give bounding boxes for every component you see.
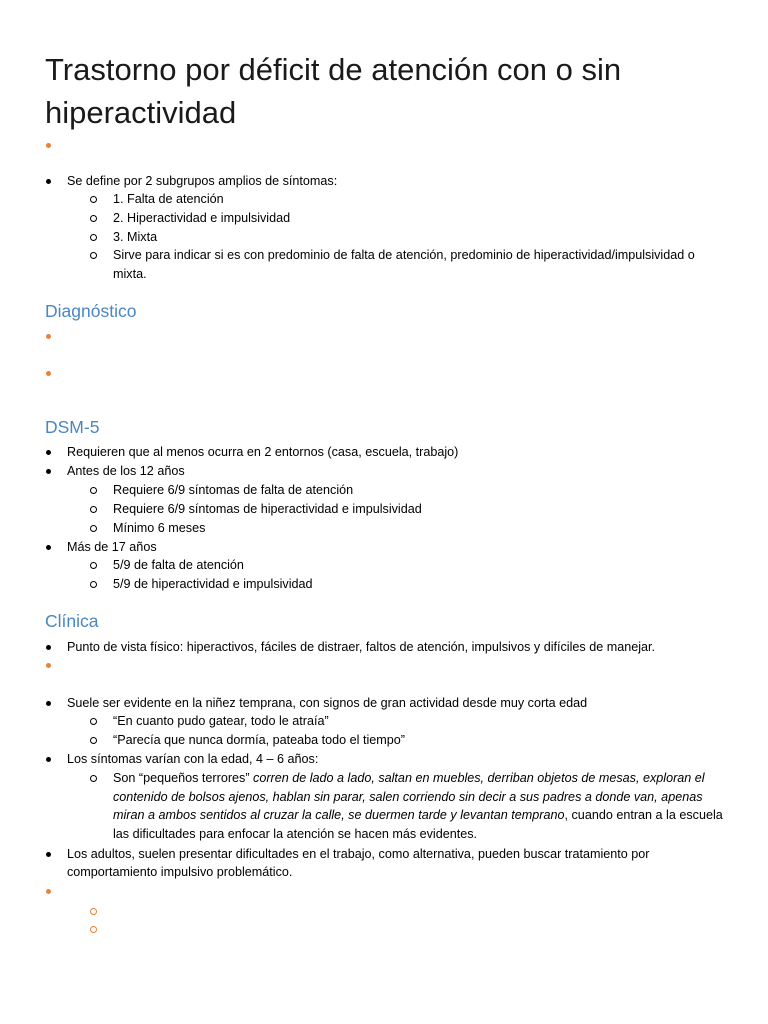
page-title-line1: Trastorno por déficit de atención con o sin [45,52,622,87]
orange-circle-bullet-icon [90,926,97,933]
page-title-line2: hiperactividad [45,95,237,130]
circle-bullet-icon [90,252,97,259]
bullet-icon [46,757,51,762]
orange-bullet-icon [46,663,51,668]
list-item-text: Requieren que al menos ocurra en 2 entornos (casa, escuela, trabajo) [67,445,459,459]
subitem-italic-text: contenido de bolsos ajenos, hablan sin parar, salen corriendo sin decir a sus padres a donde van, apenas [113,790,703,804]
list-subitem-continuation [113,788,703,806]
bullet-icon [46,179,51,184]
circle-bullet-icon [90,562,97,569]
circle-bullet-icon [90,215,97,222]
bullet-icon [46,450,51,455]
circle-bullet-icon [90,487,97,494]
circle-bullet-icon [90,737,97,744]
circle-bullet-icon [90,581,97,588]
circle-bullet-icon [90,506,97,513]
list-item-continuation: comportamiento impulsivo problemático. [67,865,293,879]
bullet-icon [46,645,51,650]
list-item-text: Punto de vista físico: hiperactivos, fáciles de distraer, faltos de atención, impulsivos y difíciles de manejar. [67,640,656,654]
list-subitem-continuation: mixta. [113,267,147,281]
list-subitem-text: 1. Falta de atención [113,192,224,206]
list-subitem-text: Requiere 6/9 síntomas de hiperactividad e impulsividad [113,502,422,516]
subitem-italic-text: corren de lado a lado, saltan en muebles, derriban objetos de mesas, exploran el [253,771,705,785]
circle-bullet-icon [90,196,97,203]
list-item-text: Los síntomas varían con la edad, 4 – 6 años: [67,752,319,766]
list-subitem-text: 3. Mixta [113,230,158,244]
bullet-icon [46,545,51,550]
orange-bullet-icon [46,371,51,376]
circle-bullet-icon [90,234,97,241]
bullet-icon [46,701,51,706]
list-subitem-text [113,769,705,787]
bullet-icon [46,852,51,857]
circle-bullet-icon [90,775,97,782]
list-item-text: Antes de los 12 años [67,464,185,478]
list-subitem-continuation: las dificultades para enfocar la atención se hacen más evidentes. [113,827,478,841]
section-heading-dsm5: DSM-5 [45,417,100,437]
list-subitem-text: “En cuanto pudo gatear, todo le atraía” [113,714,329,728]
section-heading-clinica: Clínica [45,611,99,631]
list-subitem-text: Mínimo 6 meses [113,521,206,535]
list-subitem-text: 2. Hiperactividad e impulsividad [113,211,291,225]
list-item-text: Suele ser evidente en la niñez temprana, con signos de gran actividad desde muy corta edad [67,696,588,710]
subitem-lead-text: Son “pequeños terrores” [113,771,254,785]
list-subitem-text: Requiere 6/9 síntomas de falta de atención [113,483,354,497]
orange-bullet-icon [46,334,51,339]
orange-circle-bullet-icon [90,908,97,915]
list-subitem-text: 5/9 de hiperactividad e impulsividad [113,577,313,591]
list-subitem-text: Sirve para indicar si es con predominio de falta de atención, predominio de hiperactividad/impulsividad o [113,248,695,262]
circle-bullet-icon [90,525,97,532]
orange-bullet-icon [46,143,51,148]
subitem-italic-text: miran a ambos sentidos al cruzar la calle, se duermen tarde y levantan temprano [113,808,565,822]
list-item-text: Se define por 2 subgrupos amplios de síntomas: [67,174,338,188]
list-subitem-continuation [113,806,723,824]
list-item-text: Más de 17 años [67,540,157,554]
list-item-text: Los adultos, suelen presentar dificultades en el trabajo, como alternativa, pueden buscar tratamiento por [67,847,650,861]
section-heading-diagnostico: Diagnóstico [45,301,137,321]
list-subitem-text: 5/9 de falta de atención [113,558,244,572]
circle-bullet-icon [90,718,97,725]
subitem-trailing-text: , cuando entran a la escuela [564,808,723,822]
orange-bullet-icon [46,889,51,894]
bullet-icon [46,469,51,474]
list-subitem-text: “Parecía que nunca dormía, pateaba todo el tiempo” [113,733,405,747]
